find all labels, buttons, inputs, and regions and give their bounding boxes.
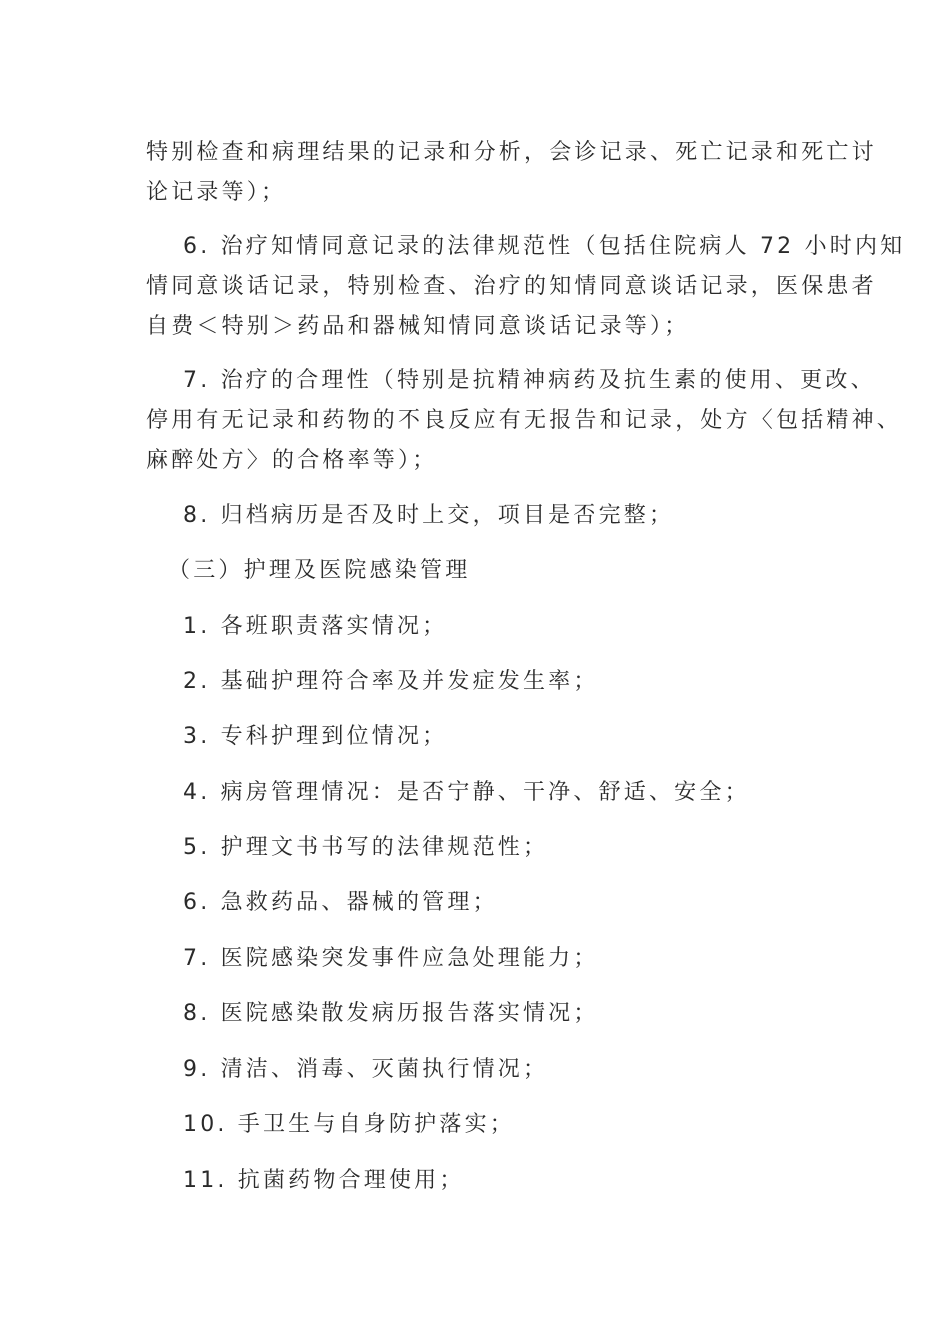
paragraph-line: 麻醉处方〉的合格率等）；: [146, 448, 438, 473]
list-item: 5. 护理文书书写的法律规范性；: [183, 835, 549, 860]
paragraph-line: 论记录等）；: [146, 180, 287, 205]
paragraph-line: 8. 归档病历是否及时上交，项目是否完整；: [183, 503, 675, 528]
paragraph-line: 7. 治疗的合理性（特别是抗精神病药及抗生素的使用、更改、: [183, 368, 876, 393]
list-item: 6. 急救药品、器械的管理；: [183, 890, 498, 915]
paragraph-line: 情同意谈话记录，特别检查、治疗的知情同意谈话记录，医保患者: [146, 274, 877, 299]
list-item: 2. 基础护理符合率及并发症发生率；: [183, 669, 599, 694]
paragraph-line: 6. 治疗知情同意记录的法律规范性（包括住院病人 72 小时内知: [183, 234, 906, 259]
paragraph-line: 特别检查和病理结果的记录和分析，会诊记录、死亡记录和死亡讨: [146, 140, 877, 165]
section-heading: （三）护理及医院感染管理: [168, 558, 471, 583]
list-item: 3. 专科护理到位情况；: [183, 724, 448, 749]
list-item: 11. 抗菌药物合理使用；: [183, 1168, 465, 1193]
list-item: 1. 各班职责落实情况；: [183, 614, 448, 639]
paragraph-line: 自费＜特别＞药品和器械知情同意谈话记录等）；: [146, 314, 690, 339]
list-item: 4. 病房管理情况：是否宁静、干净、舒适、安全；: [183, 780, 750, 805]
list-item: 10. 手卫生与自身防护落实；: [183, 1112, 515, 1137]
list-item: 9. 清洁、消毒、灭菌执行情况；: [183, 1057, 549, 1082]
paragraph-line: 停用有无记录和药物的不良反应有无报告和记录，处方〈包括精神、: [146, 408, 903, 433]
list-item: 7. 医院感染突发事件应急处理能力；: [183, 946, 599, 971]
list-item: 8. 医院感染散发病历报告落实情况；: [183, 1001, 599, 1026]
